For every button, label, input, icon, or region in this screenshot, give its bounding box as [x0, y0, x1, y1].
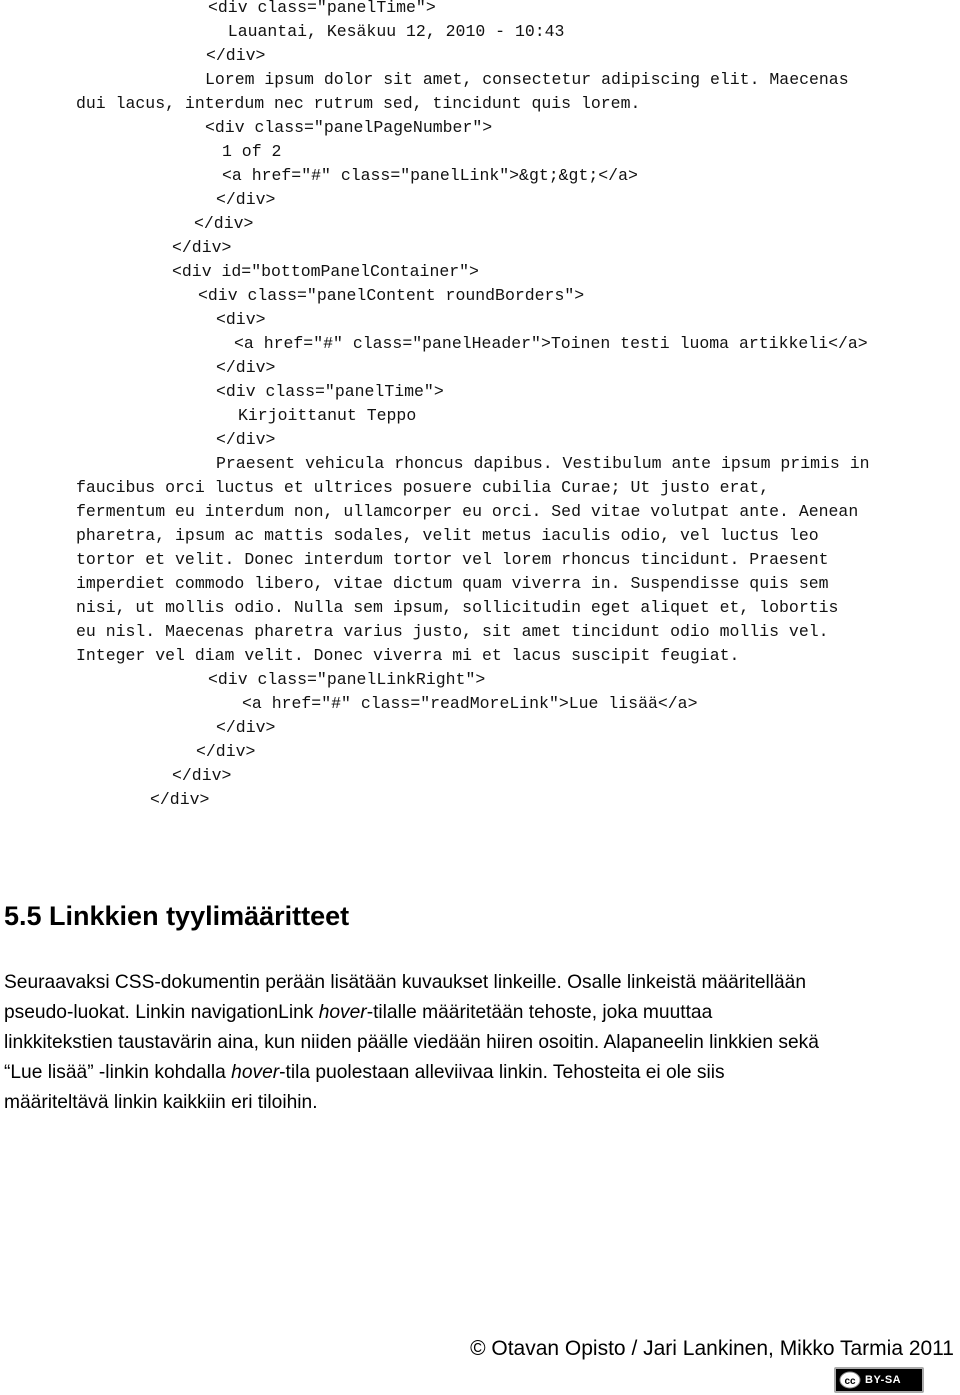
code-line: <div> [216, 310, 266, 329]
license-label: BY-SA [865, 1374, 902, 1386]
code-line: </div> [172, 238, 232, 257]
paragraph-text: -tila puolestaan alleviivaa linkin. Tehosteita ei ole siis [279, 1062, 725, 1083]
code-line: </div> [216, 190, 276, 209]
code-line: dui lacus, interdum nec rutrum sed, tincidunt quis lorem. [76, 94, 641, 113]
code-line: </div> [196, 742, 256, 761]
svg-text:cc: cc [844, 1376, 856, 1387]
paragraph-line [4, 1058, 960, 1088]
section-heading: 5.5 Linkkien tyylimääritteet [4, 901, 350, 931]
code-line: <div class="panelPageNumber"> [205, 118, 493, 137]
code-line: nisi, ut mollis odio. Nulla sem ipsum, sollicitudin eget aliquet et, lobortis [76, 598, 839, 617]
paragraph-line [4, 998, 960, 1028]
code-line: </div> [216, 430, 276, 449]
paragraph-text: “Lue lisää” -linkin kohdalla [4, 1062, 232, 1083]
code-line: </div> [194, 214, 254, 233]
cc-license-badge [834, 1367, 924, 1393]
code-line: <div class="panelContent roundBorders"> [198, 286, 585, 305]
code-line: faucibus orci luctus et ultrices posuere cubilia Curae; Ut justo erat, [76, 478, 770, 497]
code-line: </div> [216, 718, 276, 737]
paragraph-text: -tilalle määritetään tehoste, joka muuttaa [366, 1002, 713, 1023]
paragraph-text: pseudo-luokat. Linkin navigationLink [4, 1002, 319, 1023]
paragraph-emphasis: hover [318, 1002, 367, 1023]
code-line: <a href="#" class="readMoreLink">Lue lisää</a> [242, 694, 698, 713]
code-line: tortor et velit. Donec interdum tortor vel lorem rhoncus tincidunt. Praesent [76, 550, 829, 569]
paragraph-emphasis: hover [231, 1062, 280, 1083]
code-line: 1 of 2 [222, 142, 282, 161]
code-line: <div class="panelLinkRight"> [208, 670, 486, 689]
code-line: Integer vel diam velit. Donec viverra mi et lacus suscipit feugiat. [76, 646, 740, 665]
paragraph-line: Seuraavaksi CSS-dokumentin perään lisätään kuvaukset linkeille. Osalle linkeistä määritellään [4, 972, 807, 993]
code-line: <div class="panelTime"> [208, 0, 436, 17]
code-line: Lorem ipsum dolor sit amet, consectetur adipiscing elit. Maecenas [205, 70, 849, 89]
code-line: </div> [150, 790, 210, 809]
code-line: eu nisl. Maecenas pharetra varius justo, sit amet tincidunt odio mollis vel. [76, 622, 829, 641]
body-paragraph [4, 968, 960, 1118]
code-line: pharetra, ipsum ac mattis sodales, velit metus iaculis odio, vel luctus leo [76, 526, 819, 545]
code-line: </div> [216, 358, 276, 377]
code-line: </div> [172, 766, 232, 785]
paragraph-line: linkkitekstien taustavärin aina, kun niiden päälle viedään hiiren osoitin. Alapaneelin linkkien sekä [4, 1032, 819, 1053]
code-line: Praesent vehicula rhoncus dapibus. Vestibulum ante ipsum primis in [216, 454, 870, 473]
code-line: <a href="#" class="panelHeader">Toinen testi luoma artikkeli</a> [234, 334, 868, 353]
code-line: Lauantai, Kesäkuu 12, 2010 - 10:43 [208, 22, 565, 41]
code-line: <div id="bottomPanelContainer"> [172, 262, 479, 281]
code-line: <div class="panelTime"> [216, 382, 444, 401]
code-line: fermentum eu interdum non, ullamcorper eu orci. Sed vitae volutpat ante. Aenean [76, 502, 859, 521]
copyright-footer: © Otavan Opisto / Jari Lankinen, Mikko Tarmia 2011 [470, 1337, 954, 1360]
cc-logo-icon [839, 1371, 861, 1389]
code-line: <a href="#" class="panelLink">&gt;&gt;</a> [222, 166, 638, 185]
code-line: Kirjoittanut Teppo [238, 406, 417, 425]
code-line: </div> [206, 46, 266, 65]
code-line: imperdiet commodo libero, vitae dictum quam viverra in. Suspendisse quis sem [76, 574, 829, 593]
paragraph-line: määriteltävä linkin kaikkiin eri tiloihin. [4, 1092, 318, 1113]
